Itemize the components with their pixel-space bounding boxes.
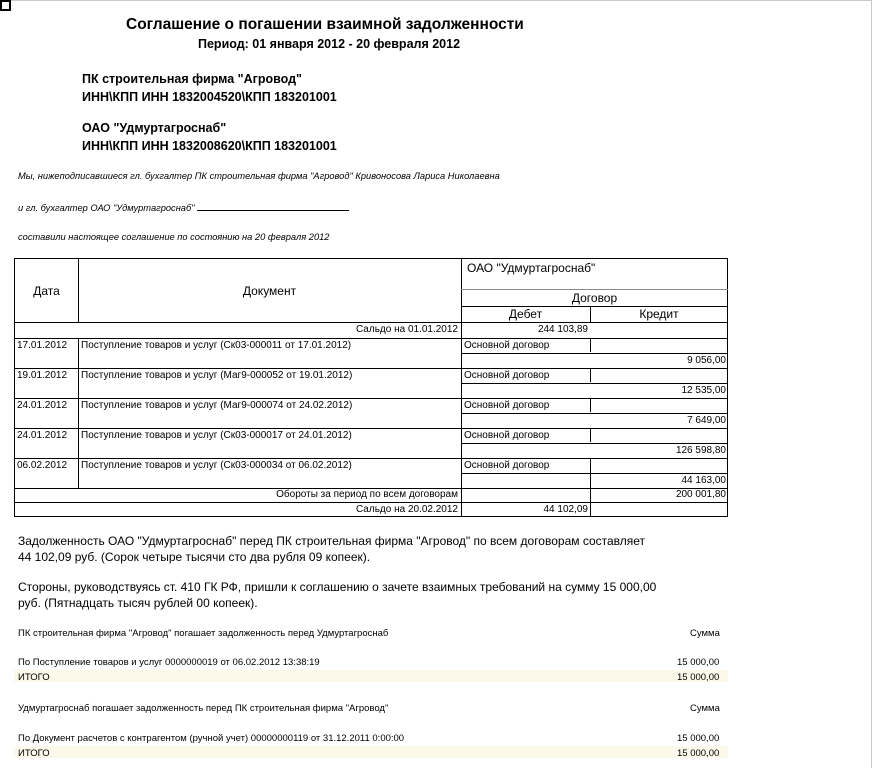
page-top-border [0,0,872,1]
offset2-heading: Удмуртагроснаб погашает задолженность перед ПК строительная фирма "Агровод" [18,703,389,714]
grid-line [590,428,591,442]
offset1-total-band [14,670,728,682]
grid-line [461,413,728,414]
offset2-sum-label: Сумма [690,703,720,714]
signature-blank [197,201,349,211]
party2-inn: ИНН\КПП ИНН 1832008620\КПП 183201001 [82,139,337,153]
row-2-credit: 12 535,00 [681,385,726,396]
row-4-date: 24.01.2012 [17,430,68,441]
agreement-statement [18,580,738,611]
intro-line-2 [18,201,349,213]
offset1-document[interactable]: По Поступление товаров и услуг 0000000019 от 06.02.2012 13:38:19 [18,657,320,668]
offset1-amount: 15 000,00 [677,657,720,668]
intro-line-3: составили настоящее соглашение по состоянию на 20 февраля 2012 [18,232,330,242]
row-1-date: 17.01.2012 [17,340,68,351]
grid-line [590,398,591,412]
header-document: Документ [242,284,297,298]
header-date: Дата [33,284,60,298]
grid-line [78,428,79,458]
row-3-document[interactable]: Поступление товаров и услуг (Маг9-000074 от 24.02.2012) [81,400,353,411]
party2-name: ОАО "Удмуртагроснаб" [82,121,227,135]
party1-name: ПК строительная фирма "Агровод" [82,72,302,86]
grid-line [15,338,728,339]
grid-line [590,338,591,352]
header-organization: ОАО "Удмуртагроснаб" [467,261,596,275]
offset1-sum-label: Сумма [690,628,720,639]
grid-line [15,398,728,399]
corner-checkbox-icon[interactable] [0,0,11,11]
row-5-date: 06.02.2012 [17,460,68,471]
header-debit: Дебет [508,307,543,321]
grid-line [78,398,79,428]
intro-line-2-text: и гл. бухгалтер ОАО "Удмуртагроснаб" [18,203,195,213]
document-period: Период: 01 января 2012 - 20 февраля 2012 [198,37,461,51]
row-3-contract: Основной договор [464,400,550,411]
offset2-total-band [14,746,728,758]
row-1-credit: 9 056,00 [687,355,726,366]
row-4-credit: 126 598,80 [675,445,726,456]
grid-line [15,368,728,369]
grid-line [78,368,79,398]
row-5-credit: 44 163,00 [681,475,726,486]
offset2-total: 15 000,00 [677,748,720,759]
party1-inn: ИНН\КПП ИНН 1832004520\КПП 183201001 [82,90,337,104]
grid-line [461,443,728,444]
grid-line [15,458,728,459]
intro-line-1: Мы, нижеподписавшиеся гл. бухгалтер ПК строительная фирма "Агровод" Кривоносова Лариса Николаевна [18,171,500,181]
grid-line [461,473,728,474]
grid-line [461,289,728,290]
row-4-contract: Основной договор [464,430,550,441]
offset1-heading: ПК строительная фирма "Агровод" погашает задолженность перед Удмуртагроснаб [18,628,389,639]
closing-balance-label: Сальдо на 20.02.2012 [355,504,458,515]
reconciliation-table [14,258,728,517]
row-3-date: 24.01.2012 [17,400,68,411]
debt-line-2: 44 102,09 руб. (Сорок четыре тысячи сто два рубля 09 копеек). [18,549,371,564]
closing-balance-debit: 44 102,09 [543,504,588,515]
grid-line [590,368,591,382]
turnover-credit: 200 001,80 [675,489,726,500]
debt-line-1: Задолженность ОАО "Удмуртагроснаб" перед ПК строительная фирма "Агровод" по всем договорам составляет [18,534,646,548]
row-2-contract: Основной договор [464,370,550,381]
grid-line [78,458,79,488]
opening-balance-debit: 244 103,89 [537,324,588,335]
offset2-document[interactable]: По Документ расчетов с контрагентом (ручной учет) 00000000119 от 31.12.2011 0:00:00 [18,733,405,744]
row-5-contract: Основной договор [464,460,550,471]
document-title: Соглашение о погашении взаимной задолженности [126,16,524,33]
opening-balance-label: Сальдо на 01.01.2012 [355,324,458,335]
grid-line [15,428,728,429]
agree-line-1: Стороны, руководствуясь ст. 410 ГК РФ, пришли к соглашению о зачете взаимных требований на сумму 15 000,00 [18,580,657,594]
row-2-date: 19.01.2012 [17,370,68,381]
debt-statement [18,534,738,565]
grid-line [461,306,728,307]
agree-line-2: руб. (Пятнадцать тысяч рублей 00 копеек). [18,595,258,610]
offset1-total-label: ИТОГО [18,672,50,683]
row-1-document[interactable]: Поступление товаров и услуг (Ск03-000011 от 17.01.2012) [81,340,352,351]
turnover-label: Обороты за период по всем договорам [276,489,458,500]
grid-line [461,353,728,354]
grid-line [15,502,728,503]
header-contract: Договор [571,291,618,305]
offset2-total-label: ИТОГО [18,748,50,759]
offset1-total: 15 000,00 [677,672,720,683]
row-4-document[interactable]: Поступление товаров и услуг (Ск03-000017 от 24.01.2012) [81,430,352,441]
grid-line [461,383,728,384]
header-credit: Кредит [639,307,679,321]
grid-line [15,322,728,323]
offset2-amount: 15 000,00 [677,733,720,744]
row-5-document[interactable]: Поступление товаров и услуг (Ск03-000034 от 06.02.2012) [81,460,352,471]
row-1-contract: Основной договор [464,340,550,351]
row-2-document[interactable]: Поступление товаров и услуг (Маг9-000052 от 19.01.2012) [81,370,353,381]
row-3-credit: 7 649,00 [687,415,726,426]
grid-line [78,338,79,368]
